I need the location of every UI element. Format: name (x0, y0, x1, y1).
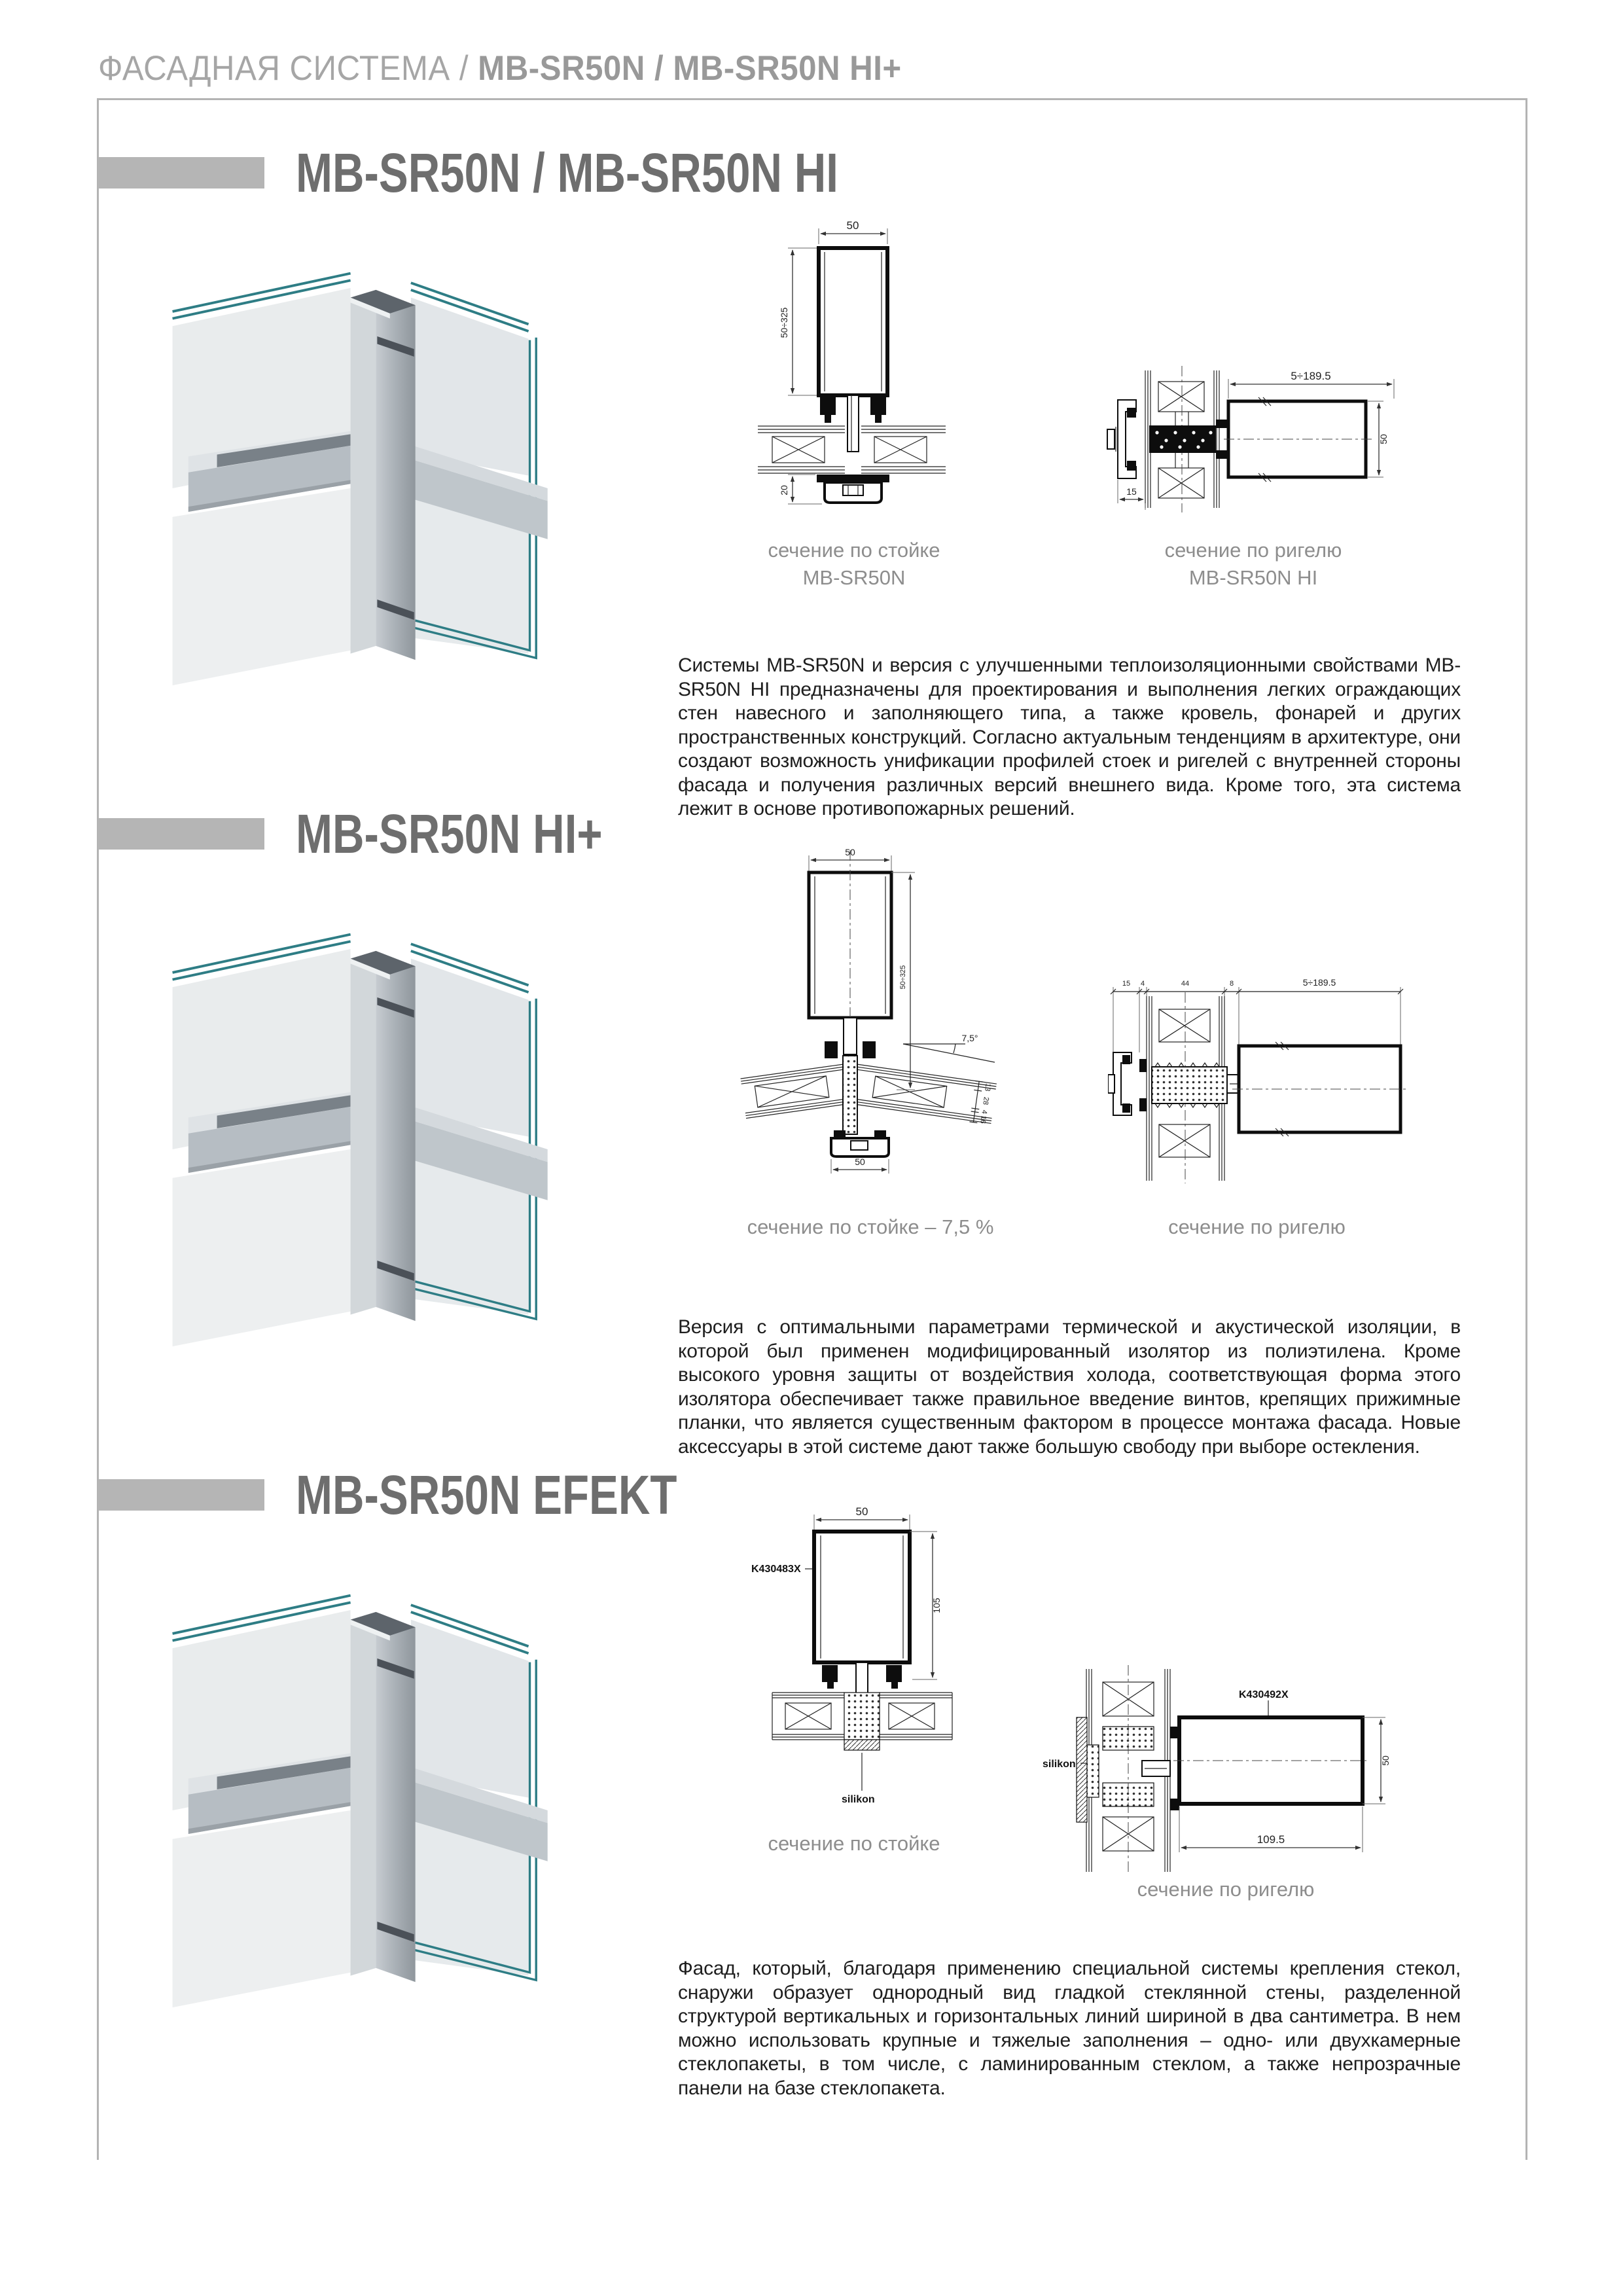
dim-edge: 15 (1126, 486, 1137, 497)
svg-text:15: 15 (1122, 980, 1131, 988)
section-2-3d-render (141, 905, 586, 1350)
section-3-transom-drawing (1043, 1661, 1409, 1877)
section-2-title: MB-SR50N HI+ (296, 803, 603, 865)
dim-angle: 7,5° (961, 1033, 978, 1043)
section-1-transom-caption: сечение по ригелю MB-SR50N HI (1164, 539, 1342, 589)
dim-depth: 105 (931, 1598, 942, 1613)
svg-text:5÷189.5: 5÷189.5 (1302, 977, 1336, 988)
material-label: silikon (1043, 1759, 1076, 1770)
glass-unit-right (880, 1693, 952, 1740)
section-3-paragraph: Фасад, который, благодаря применению специальной системы крепления стекол, снаружи образует однородный вид гладкой стеклянной стены, разделенной структурой вертикальных и горизонтальных линий шириной в два сантиметра. В нем можно использовать крупные и тяжелые заполнения – одно- или двухкамерные стеклопакеты, в том числе, с ламинированным стеклом, а также непрозрачные панели на базе стеклопакета. (678, 1958, 1461, 2099)
material-label: silikon (842, 1794, 875, 1805)
profile-label: K430492X (1239, 1689, 1289, 1700)
dim-depth-range: 50÷325 (779, 307, 789, 338)
right-frame-rule (1525, 98, 1527, 2160)
dim-bottom: 20 (779, 485, 789, 495)
silicone-core (844, 1693, 880, 1740)
dim-width-bottom: 50 (855, 1157, 865, 1167)
sloped-glass-left (741, 1064, 849, 1119)
section-2-mullion-caption: сечение по стойке – 7,5 % (747, 1215, 994, 1238)
section-3-accent-bar (98, 1479, 264, 1511)
dim-depth: 50 (1380, 1755, 1391, 1766)
header-models-label: MB-SR50N / MB-SR50N HI+ (478, 49, 902, 88)
profile-label: K430483X (751, 1564, 801, 1575)
silicone-joint (844, 1740, 880, 1750)
svg-text:16: 16 (978, 1115, 988, 1124)
dim-depth: 50 (1378, 434, 1389, 444)
dim-span: 109.5 (1257, 1833, 1285, 1846)
dim-span: 5÷189.5 (1291, 370, 1331, 382)
section-2-paragraph: Версия с оптимальными параметрами термической и акустической изоляции, в которой был применен модифицированный изолятор из полиэтилена. Кроме высокого уровня защиты от воздействия холода, соответствующая форма этого изолятора обеспечивает также правильное введение винтов, крепящих прижимные планки, что является существенным фактором в процессе монтажа фасада. Новые аксессуары в этой системе дают также большую свободу при выборе остекления. (678, 1316, 1461, 1458)
section-1-transom-drawing (1106, 362, 1400, 519)
section-3-mullion-drawing (746, 1504, 962, 1812)
silicone-joint (1077, 1717, 1087, 1822)
isolator-strip (843, 1056, 857, 1134)
dim-width-top: 50 (845, 847, 855, 857)
isolator-strip (1152, 1067, 1227, 1103)
glass-unit-right (861, 426, 946, 473)
section-2-accent-bar (98, 818, 264, 850)
glass-unit-left (772, 1693, 844, 1740)
section-3-3d-render (141, 1566, 586, 2011)
svg-text:8: 8 (1229, 980, 1234, 988)
dim-width: 50 (855, 1505, 868, 1518)
svg-text:4: 4 (980, 1109, 989, 1115)
svg-text:4: 4 (1140, 980, 1145, 988)
section-1-3d-render (141, 243, 586, 689)
section-3-title: MB-SR50N EFEKT (296, 1464, 677, 1526)
svg-text:13: 13 (983, 1083, 992, 1092)
header-system-label: ФАСАДНАЯ СИСТЕМА / (98, 49, 478, 88)
section-1-accent-bar (98, 157, 264, 188)
section-2-mullion-drawing (740, 846, 1001, 1190)
dim-width: 50 (846, 219, 859, 232)
svg-text:44: 44 (1181, 980, 1190, 988)
svg-text:28: 28 (981, 1096, 990, 1105)
header-rule (97, 98, 1527, 100)
page-header (98, 48, 902, 88)
glass-unit-left (758, 426, 845, 473)
section-1-title: MB-SR50N / MB-SR50N HI (296, 142, 838, 204)
section-1-mullion-drawing (753, 218, 949, 516)
dim-depth-range: 50÷325 (899, 965, 907, 990)
section-3-mullion-caption: сечение по стойке (768, 1832, 940, 1855)
section-1-mullion-caption: сечение по стойке MB-SR50N (768, 539, 940, 589)
section-3-transom-caption: сечение по ригелю (1137, 1878, 1315, 1901)
section-2-transom-caption: сечение по ригелю (1168, 1215, 1346, 1238)
section-1-paragraph: Системы MB-SR50N и версия с улучшенными теплоизоляционными свойствами MB-SR50N HI предназначены для проектирования и выполнения легких ограждающих стен навесного и заполняющего типа, а также кровель, фонарей и других пространственных конструкций. Согласно актуальным тенденциям в архитектуре, они создают возможность унификации профилей стоек и ригелей с внутренней стороны фасада и получения различных версий внешнего вида. Кроме того, эта система лежит в основе противопожарных решений. (678, 655, 1461, 819)
left-frame-rule (97, 98, 99, 2160)
section-2-transom-drawing (1108, 967, 1406, 1183)
dim-extension-lines (1113, 987, 1400, 1052)
